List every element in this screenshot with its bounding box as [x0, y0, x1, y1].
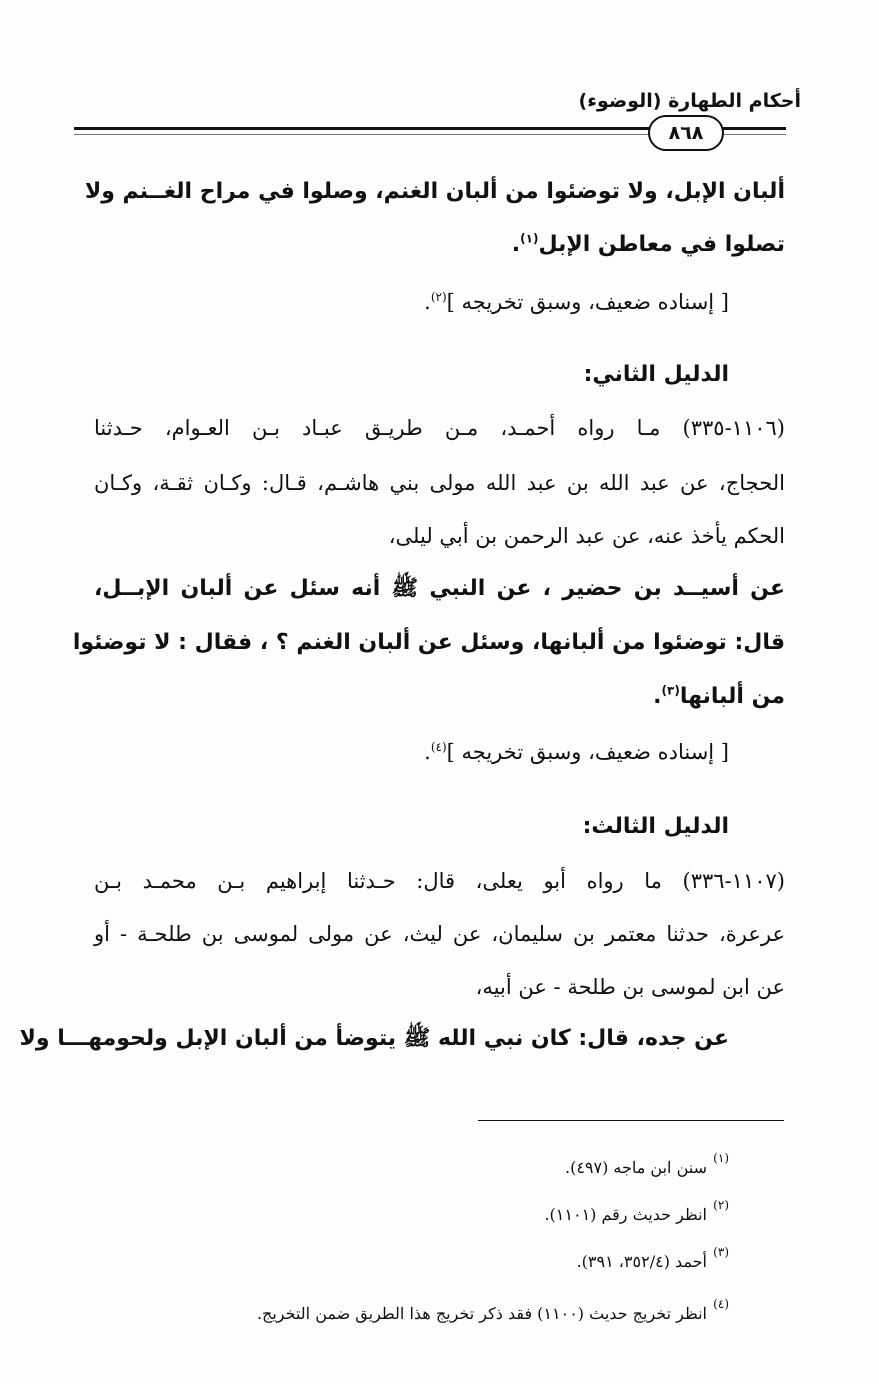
narration-line-3: الحكم يأخذ عنه، عن عبد الرحمن بن أبي ليلى،: [388, 524, 785, 548]
isnad-text: [ إسناده ضعيف، وسبق تخريجه ]: [446, 290, 729, 314]
running-header-title: أحكام الطهارة (الوضوء): [578, 90, 801, 112]
footnote-ref-4: (٤): [430, 740, 447, 754]
narration-line-5: عرعرة، حدثنا معتمر بن سليمان، عن ليث، عن مولى لموسى بن طلحـة - أو: [94, 922, 785, 946]
footnote-number-4: (٤): [713, 1297, 729, 1311]
narration-line-2: الحجاج، عن عبد الله بن عبد الله مولى بني هاشـم، قـال: وكـان ثقـة، وكـان: [94, 471, 785, 495]
line-text: من ألبانها: [679, 684, 785, 709]
line-text: تصلوا في معاطن الإبل: [538, 232, 785, 257]
footnote-separator: [478, 1120, 784, 1121]
page-number-badge: [648, 115, 724, 151]
footnote-number-2: (٢): [713, 1198, 729, 1212]
bold-hadith-line-6: عن جده، قال: كان نبي الله ﷺ يتوضأ من ألبان الإبل ولحومهـــا ولا: [19, 1026, 729, 1051]
bold-hadith-line-4: قال: توضئوا من ألبانها، وسئل عن ألبان الغنم ؟ ، فقال : لا توضئوا: [72, 630, 785, 655]
narration-line-6: عن ابن لموسى بن طلحة - عن أبيه،: [475, 975, 785, 999]
line-end: .: [653, 684, 662, 709]
footnote-1: سنن ابن ماجه (٤٩٧).: [564, 1158, 707, 1177]
section-heading-third-evidence: الدليل الثالث:: [582, 814, 729, 839]
isnad-note-1: [424, 290, 729, 314]
isnad-text: [ إسناده ضعيف، وسبق تخريجه ]: [446, 740, 729, 764]
line-end: .: [424, 290, 431, 314]
footnote-number-1: (١): [713, 1151, 729, 1165]
narration-line-1: (١١٠٦-٣٣٥) مـا رواه أحمـد، مـن طريـق عبـاد بـن العـوام، حـدثنا: [94, 416, 785, 440]
bold-hadith-line-1: ألبان الإبل، ولا توضئوا من ألبان الغنم، وصلوا في مراح الغــنم ولا: [84, 179, 785, 204]
bold-hadith-line-5: [653, 683, 785, 709]
footnote-ref-2: (٢): [430, 290, 447, 304]
bold-hadith-line-3: عن أسيــد بن حضير ، عن النبي ﷺ أنه سئل عن ألبان الإبــل،: [94, 576, 785, 601]
narration-line-4: (١١٠٧-٣٣٦) ما رواه أبو يعلى، قال: حـدثنا إبراهيم بـن محمـد بـن: [94, 869, 785, 893]
line-end: .: [424, 740, 431, 764]
footnote-ref-1: (١): [520, 231, 539, 246]
page-number: ٨٦٨: [668, 122, 704, 144]
footnote-2: انظر حديث رقم (١١٠١).: [544, 1205, 707, 1224]
footnote-number-3: (٣): [713, 1245, 729, 1259]
section-heading-second-evidence: الدليل الثاني:: [583, 362, 729, 387]
isnad-note-2: [424, 740, 729, 764]
footnote-3: أحمد (٣٥٢/٤، ٣٩١).: [576, 1252, 707, 1271]
footnote-ref-3: (٣): [661, 683, 680, 698]
bold-hadith-line-2: [511, 231, 785, 257]
footnote-4: انظر تخريج حديث (١١٠٠) فقد ذكر تخريج هذا الطريق ضمن التخريج.: [256, 1304, 707, 1323]
line-end: .: [511, 232, 521, 257]
